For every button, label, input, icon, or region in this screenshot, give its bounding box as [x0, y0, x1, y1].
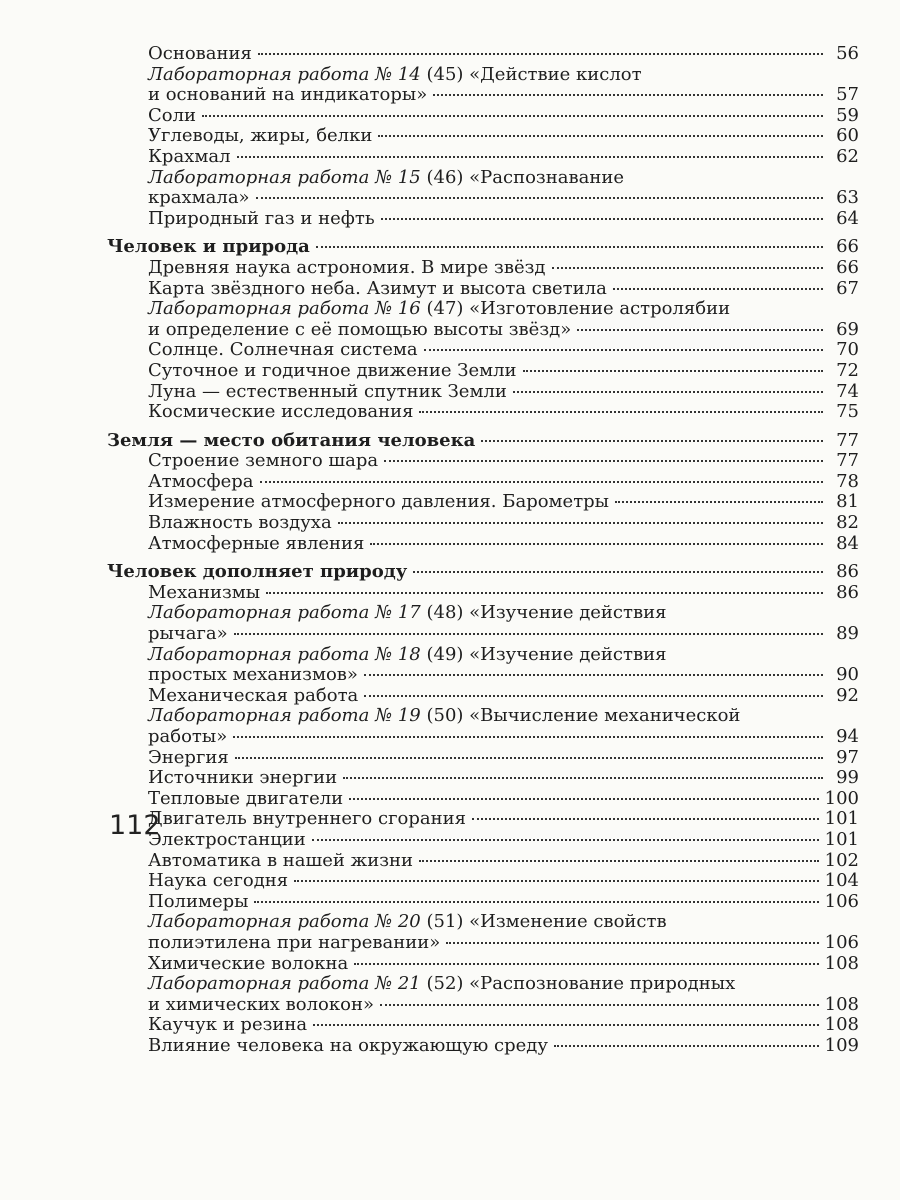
- toc-entry-row: [148, 402, 859, 423]
- lab-work-label: Лабораторная работа № 16: [148, 298, 421, 320]
- toc-entry-text: (49) «Изучение действия: [426, 643, 667, 665]
- toc-entry: [107, 603, 859, 644]
- toc-entry-text: Механизмы: [148, 581, 261, 603]
- toc-entry-title: [148, 686, 358, 707]
- toc-entry: [107, 912, 859, 953]
- toc-entry-text: рычага»: [148, 623, 228, 645]
- dot-leader: [237, 156, 823, 158]
- toc-entry-text: и химических волокон»: [148, 993, 374, 1015]
- toc-entry-row: [148, 583, 859, 604]
- dot-leader: [258, 53, 823, 55]
- toc-entry: [107, 809, 859, 830]
- toc-entry-text: Измерение атмосферного давления. Барометры: [148, 491, 610, 513]
- toc-page-number: 109: [824, 1034, 859, 1056]
- toc-entry-row: [148, 147, 859, 168]
- toc-entry-title: [148, 258, 546, 279]
- dot-leader: [433, 94, 823, 96]
- toc-entry-row: [148, 830, 859, 851]
- toc-entry-text: Человек и природа: [107, 236, 310, 258]
- dot-leader: [364, 674, 823, 676]
- toc-entry-row: [148, 513, 859, 534]
- toc-entry-text: Человек дополняет природу: [107, 561, 408, 583]
- toc-entry-title: [148, 954, 348, 975]
- dot-leader: [312, 839, 819, 841]
- toc-entry-title: [148, 727, 227, 748]
- toc-entry-text: Полимеры: [148, 890, 249, 912]
- toc-entry: [107, 871, 859, 892]
- toc-page-number: 66: [836, 236, 859, 258]
- toc-entry-text: (48) «Изучение действия: [426, 602, 667, 624]
- toc-page-number: 100: [824, 787, 859, 809]
- toc-page-number: 67: [836, 277, 859, 299]
- toc-entry-title: [148, 106, 196, 127]
- toc-entry-title: [148, 361, 517, 382]
- dot-leader: [384, 460, 823, 462]
- toc-entry-title: [148, 320, 571, 341]
- toc-entry: [107, 954, 859, 975]
- toc-entry-row: [107, 237, 859, 258]
- toc-section: [107, 431, 859, 452]
- toc-entry: [107, 851, 859, 872]
- toc-entry-title: [148, 340, 418, 361]
- toc-entry: [107, 706, 859, 747]
- toc-page-number: 64: [836, 207, 859, 229]
- toc-entry-title-line: [148, 706, 859, 727]
- toc-entry-text: полиэтилена при нагревании»: [148, 931, 441, 953]
- toc-entry-text: Космические исследования: [148, 401, 414, 423]
- toc-entry: [107, 1036, 859, 1057]
- dot-leader: [266, 592, 823, 594]
- toc-entry-title: [148, 534, 364, 555]
- toc-page-number: 72: [836, 359, 859, 381]
- toc-page-number: 59: [836, 104, 859, 126]
- toc-entry-row: [148, 340, 859, 361]
- toc-page-number: 77: [836, 450, 859, 472]
- toc-entry-text: Химические волокна: [148, 952, 349, 974]
- toc-entry-text: Солнце. Солнечная система: [148, 339, 418, 361]
- toc-entry-row: [148, 624, 859, 645]
- toc-entry-title: [148, 830, 306, 851]
- lab-work-label: Лабораторная работа № 17: [148, 602, 421, 624]
- toc-entry-row: [148, 768, 859, 789]
- toc-page-number: 99: [836, 767, 859, 789]
- dot-leader: [254, 901, 818, 903]
- table-of-contents: [107, 44, 859, 1057]
- toc-entry-row: [148, 871, 859, 892]
- toc-page-number: 63: [836, 187, 859, 209]
- toc-entry: [107, 768, 859, 789]
- toc-entry-text: Углеводы, жиры, белки: [148, 125, 373, 147]
- toc-entry: [107, 279, 859, 300]
- toc-entry-row: [148, 1036, 859, 1057]
- toc-entry: [107, 492, 859, 513]
- dot-leader: [481, 440, 823, 442]
- dot-leader: [343, 777, 823, 779]
- toc-entry-row: [148, 789, 859, 810]
- toc-entry: [107, 451, 859, 472]
- dot-leader: [615, 501, 823, 503]
- toc-entry-title: [148, 382, 507, 403]
- toc-entry-title-line: [148, 974, 859, 995]
- dot-leader: [381, 218, 823, 220]
- toc-page-number: 108: [824, 952, 859, 974]
- toc-entry-text: Строение земного шара: [148, 450, 379, 472]
- toc-entry-title: [148, 768, 337, 789]
- toc-entry-text: Автоматика в нашей жизни: [148, 849, 414, 871]
- toc-entry-text: простых механизмов»: [148, 664, 358, 686]
- toc-entry-row: [148, 106, 859, 127]
- page-number: 112: [109, 810, 161, 841]
- toc-entry: [107, 340, 859, 361]
- toc-entry-text: Двигатель внутреннего сгорания: [148, 808, 466, 830]
- dot-leader: [338, 522, 823, 524]
- toc-entry: [107, 583, 859, 604]
- toc-entry-row: [148, 665, 859, 686]
- dot-leader: [413, 571, 823, 573]
- lab-work-label: Лабораторная работа № 15: [148, 166, 421, 188]
- toc-entry: [107, 65, 859, 106]
- toc-entry-text: Основания: [148, 43, 252, 64]
- toc-entry-title: [148, 472, 254, 493]
- toc-entry: [107, 472, 859, 493]
- toc-page-number: 89: [836, 623, 859, 645]
- toc-entry-title: [148, 583, 260, 604]
- toc-entry-title: [148, 933, 440, 954]
- toc-page-number: 101: [824, 828, 859, 850]
- toc-section: [107, 562, 859, 583]
- toc-page-number: 101: [824, 808, 859, 830]
- toc-entry: [107, 645, 859, 686]
- toc-page-number: 94: [836, 726, 859, 747]
- toc-entry-text: Древняя наука астрономия. В мире звёзд: [148, 256, 546, 278]
- toc-entry-text: Земля — место обитания человека: [107, 429, 476, 451]
- toc-entry: [107, 534, 859, 555]
- toc-entry: [107, 830, 859, 851]
- toc-page-number: 97: [836, 746, 859, 768]
- dot-leader: [370, 543, 823, 545]
- toc-entry-text: Наука сегодня: [148, 870, 289, 892]
- toc-entry: [107, 44, 859, 65]
- toc-page-number: 66: [836, 256, 859, 278]
- toc-entry-title-line: [148, 65, 859, 86]
- dot-leader: [472, 818, 819, 820]
- toc-entry-title: [148, 1036, 548, 1057]
- toc-entry-row: [148, 534, 859, 555]
- lab-work-label: Лабораторная работа № 19: [148, 705, 421, 727]
- toc-entry-row: [148, 686, 859, 707]
- toc-entry-text: Влажность воздуха: [148, 512, 332, 534]
- toc-entry-text: (45) «Действие кислот: [426, 63, 642, 85]
- toc-entry-title: [107, 431, 475, 452]
- toc-entry: [107, 382, 859, 403]
- toc-entry-text: Суточное и годичное движение Земли: [148, 359, 517, 381]
- dot-leader: [234, 633, 823, 635]
- dot-leader: [577, 329, 823, 331]
- toc-entry-row: [148, 258, 859, 279]
- toc-entry-title: [148, 995, 374, 1016]
- toc-entry: [107, 686, 859, 707]
- toc-entry-title: [148, 624, 228, 645]
- toc-entry-title: [148, 85, 427, 106]
- toc-entry-row: [148, 727, 859, 748]
- dot-leader: [294, 880, 818, 882]
- toc-entry-row: [148, 1015, 859, 1036]
- toc-page-number: 77: [836, 429, 859, 451]
- toc-entry-row: [148, 209, 859, 230]
- toc-entry: [107, 147, 859, 168]
- toc-entry-title: [148, 451, 378, 472]
- toc-entry-title: [148, 209, 375, 230]
- toc-page-number: 60: [836, 125, 859, 147]
- dot-leader: [554, 1045, 819, 1047]
- toc-entry-text: Крахмал: [148, 145, 231, 167]
- dot-leader: [233, 736, 823, 738]
- dot-leader: [364, 695, 823, 697]
- toc-entry-row: [148, 361, 859, 382]
- lab-work-label: Лабораторная работа № 18: [148, 643, 421, 665]
- toc-entry-text: Влияние человека на окружающую среду: [148, 1034, 548, 1056]
- dot-leader: [419, 411, 823, 413]
- toc-entry-row: [148, 382, 859, 403]
- toc-entry-title-line: [148, 603, 859, 624]
- toc-entry: [107, 126, 859, 147]
- toc-entry: [107, 258, 859, 279]
- toc-entry-row: [107, 562, 859, 583]
- toc-entry-row: [148, 85, 859, 106]
- toc-entry-title: [148, 892, 248, 913]
- toc-entry-row: [148, 320, 859, 341]
- toc-entry-text: Луна — естественный спутник Земли: [148, 380, 507, 402]
- dot-leader: [613, 288, 823, 290]
- toc-entry: [107, 361, 859, 382]
- dot-leader: [552, 267, 823, 269]
- toc-entry-title-line: [148, 168, 859, 189]
- toc-entry-row: [148, 126, 859, 147]
- toc-entry-title: [148, 402, 413, 423]
- toc-entry-title: [148, 44, 252, 65]
- toc-entry-text: Энергия: [148, 746, 229, 768]
- dot-leader: [513, 391, 823, 393]
- toc-entry-title: [148, 188, 250, 209]
- dot-leader: [354, 963, 818, 965]
- toc-entry-row: [148, 451, 859, 472]
- toc-entry: [107, 974, 859, 1015]
- lab-work-label: Лабораторная работа № 14: [148, 63, 421, 85]
- toc-entry-text: Атмосфера: [148, 470, 254, 492]
- toc-entry-row: [148, 933, 859, 954]
- toc-page-number: 106: [824, 931, 859, 953]
- toc-entry-title: [107, 562, 407, 583]
- toc-page-number: 108: [824, 993, 859, 1015]
- toc-entry-text: Каучук и резина: [148, 1014, 308, 1036]
- toc-entry-text: Соли: [148, 104, 197, 126]
- toc-section: [107, 237, 859, 258]
- toc-page-number: 102: [824, 849, 859, 871]
- toc-entry-title: [148, 1015, 307, 1036]
- toc-entry-row: [148, 188, 859, 209]
- dot-leader: [419, 860, 819, 862]
- toc-page-number: 86: [836, 581, 859, 603]
- toc-entry: [107, 789, 859, 810]
- dot-leader: [378, 135, 823, 137]
- dot-leader: [256, 197, 823, 199]
- toc-entry-text: (51) «Изменение свойств: [426, 911, 667, 933]
- toc-entry: [107, 402, 859, 423]
- toc-entry-text: Карта звёздного неба. Азимут и высота светила: [148, 277, 607, 299]
- dot-leader: [202, 115, 823, 117]
- toc-entry-title: [148, 809, 466, 830]
- toc-entry-text: Тепловые двигатели: [148, 787, 344, 809]
- toc-entry-row: [148, 892, 859, 913]
- dot-leader: [316, 246, 823, 248]
- toc-entry-text: Источники энергии: [148, 767, 338, 789]
- toc-entry-text: Атмосферные явления: [148, 532, 365, 554]
- toc-entry-text: Механическая работа: [148, 684, 359, 706]
- dot-leader: [235, 757, 823, 759]
- toc-entry: [107, 513, 859, 534]
- dot-leader: [446, 942, 818, 944]
- toc-entry-text: Электростанции: [148, 828, 306, 850]
- toc-entry-text: крахмала»: [148, 187, 250, 209]
- toc-entry-text: (50) «Вычисление механической: [426, 705, 741, 727]
- toc-entry-text: (52) «Распознование природных: [426, 973, 736, 995]
- toc-entry-row: [148, 995, 859, 1016]
- dot-leader: [349, 798, 818, 800]
- toc-entry-title: [148, 279, 607, 300]
- toc-page-number: 106: [824, 890, 859, 912]
- toc-entry: [107, 209, 859, 230]
- toc-page-number: 57: [836, 84, 859, 106]
- toc-page-number: 108: [824, 1014, 859, 1036]
- toc-entry-row: [148, 44, 859, 65]
- toc-entry: [107, 748, 859, 769]
- toc-page-number: 84: [836, 532, 859, 554]
- toc-entry: [107, 299, 859, 340]
- toc-entry-row: [148, 954, 859, 975]
- toc-entry-row: [148, 851, 859, 872]
- toc-page-number: 90: [836, 664, 859, 686]
- toc-entry-title: [148, 126, 372, 147]
- toc-entry-title: [148, 665, 358, 686]
- toc-page-number: 78: [836, 470, 859, 492]
- toc-entry: [107, 1015, 859, 1036]
- toc-entry-title: [148, 513, 332, 534]
- toc-entry-row: [148, 748, 859, 769]
- lab-work-label: Лабораторная работа № 20: [148, 911, 421, 933]
- toc-entry-title: [148, 871, 288, 892]
- toc-entry-row: [148, 472, 859, 493]
- toc-entry-title: [107, 237, 310, 258]
- toc-entry-text: (47) «Изготовление астролябии: [426, 298, 731, 320]
- toc-page-number: 62: [836, 145, 859, 167]
- dot-leader: [313, 1024, 818, 1026]
- toc-page-number: 82: [836, 512, 859, 534]
- toc-entry: [107, 106, 859, 127]
- toc-entry-title: [148, 492, 609, 513]
- toc-entry-title-line: [148, 645, 859, 666]
- toc-entry-row: [148, 279, 859, 300]
- toc-entry: [107, 892, 859, 913]
- toc-entry-text: Природный газ и нефть: [148, 207, 375, 229]
- dot-leader: [523, 370, 823, 372]
- toc-entry-title: [148, 789, 343, 810]
- toc-entry-title-line: [148, 299, 859, 320]
- toc-entry: [107, 168, 859, 209]
- toc-entry-title-line: [148, 912, 859, 933]
- toc-page-number: 92: [836, 684, 859, 706]
- dot-leader: [380, 1004, 819, 1006]
- toc-entry-text: работы»: [148, 726, 228, 747]
- toc-page-number: 75: [836, 401, 859, 423]
- toc-entry-text: и оснований на индикаторы»: [148, 84, 428, 106]
- toc-page-number: 56: [836, 43, 859, 64]
- lab-work-label: Лабораторная работа № 21: [148, 973, 421, 995]
- toc-entry-title: [148, 748, 229, 769]
- toc-page-number: 69: [836, 318, 859, 340]
- toc-entry-row: [107, 431, 859, 452]
- toc-page-number: 70: [836, 339, 859, 361]
- toc-page-number: 81: [836, 491, 859, 513]
- toc-entry-text: (46) «Распознавание: [426, 166, 624, 188]
- toc-entry-row: [148, 809, 859, 830]
- toc-entry-title: [148, 147, 231, 168]
- toc-page-number: 86: [836, 561, 859, 583]
- toc-page-number: 74: [836, 380, 859, 402]
- toc-entry-row: [148, 492, 859, 513]
- dot-leader: [424, 349, 823, 351]
- toc-entry-title: [148, 851, 413, 872]
- dot-leader: [260, 481, 823, 483]
- toc-entry-text: и определение с её помощью высоты звёзд»: [148, 318, 572, 340]
- toc-page-number: 104: [824, 870, 859, 892]
